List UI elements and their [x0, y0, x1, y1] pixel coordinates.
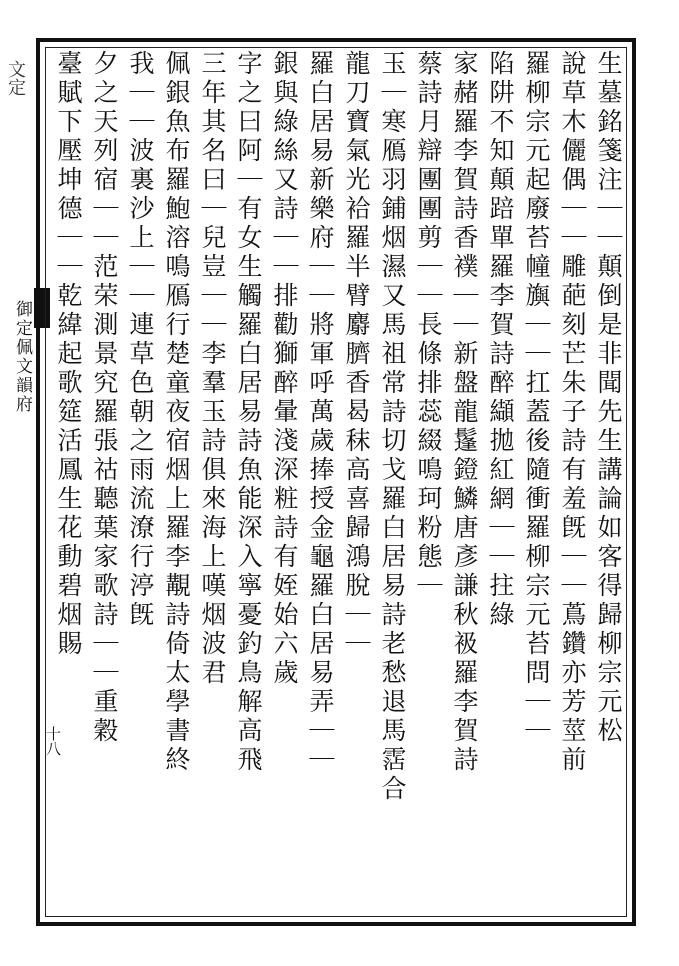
text-column-7: 玉｜寒鴈羽鋪烟濕又馬祖常詩切戈羅白居易詩老愁退馬霑合 — [378, 50, 407, 804]
text-column-13: 佩銀魚布羅鮑溶鳴鴈行楚童夜宿烟上羅李覯詩倚太學書終 — [162, 50, 191, 775]
text-column-3: 羅柳宗元起廢苔幢旟｜｜扛蓋後隨衝羅柳宗元苔問｜｜ — [522, 50, 551, 746]
text-column-4: 陷阱不知顛踣單羅李賀詩醉纈拋紅網｜｜拄綠 — [486, 50, 515, 630]
gutter-fragment: 文定 — [5, 60, 26, 96]
text-column-5: 家赭羅李賀詩香襆｜｜新盤龍鬔鐙鱗唐彥謙秋衱羅李賀詩 — [450, 50, 479, 775]
text-column-10: 銀與綠絲又詩｜｜排勸獅醉暈淺深粧詩有姪始六歲 — [270, 50, 299, 688]
text-column-1: 生墓銘箋注｜｜顛倒是非聞先生講論如客得歸柳宗元松 — [594, 50, 623, 746]
text-column-15: 夕之天列宿｜｜范荣測景究羅張祜聽葉家歌詩｜｜重穀 — [90, 50, 119, 746]
book-title: 御定佩文韻府 — [12, 300, 32, 414]
text-column-12: 三年其名曰｜兒豈｜｜李羣玉詩俱來海上嘆烟波君 — [198, 50, 227, 688]
text-column-11: 字之曰阿｜有女生觸羅白居易詩魚能深入寧憂釣鳥解高飛 — [234, 50, 263, 775]
text-column-8: 龍刀寶氣光袷羅半臂麝臍香曷秣高喜歸鴻脫｜｜ — [342, 50, 371, 659]
text-column-6: 蔡詩月辯團團剪｜｜長條排蕊綴鳴珂粉態｜ — [414, 50, 443, 601]
text-column-16: 臺賦下壓坤德｜｜乾緯起歌筵活鳳生花動碧烟賜 — [54, 50, 83, 659]
text-column-2: 說草木儷偶｜｜雕葩刻芒朱子詩有羞旣｜｜蔦鑽亦芳莖前 — [558, 50, 587, 775]
text-column-9: 羅白居易新樂府｜｜將軍呼萬歲捧授金龜羅白居易弄｜｜ — [306, 50, 335, 775]
text-column-14: 我｜｜波裏沙上｜｜連草色朝之雨流潦行渟旣 — [126, 50, 155, 630]
page-gutter — [0, 0, 62, 966]
page-number: 十八 — [44, 726, 62, 756]
